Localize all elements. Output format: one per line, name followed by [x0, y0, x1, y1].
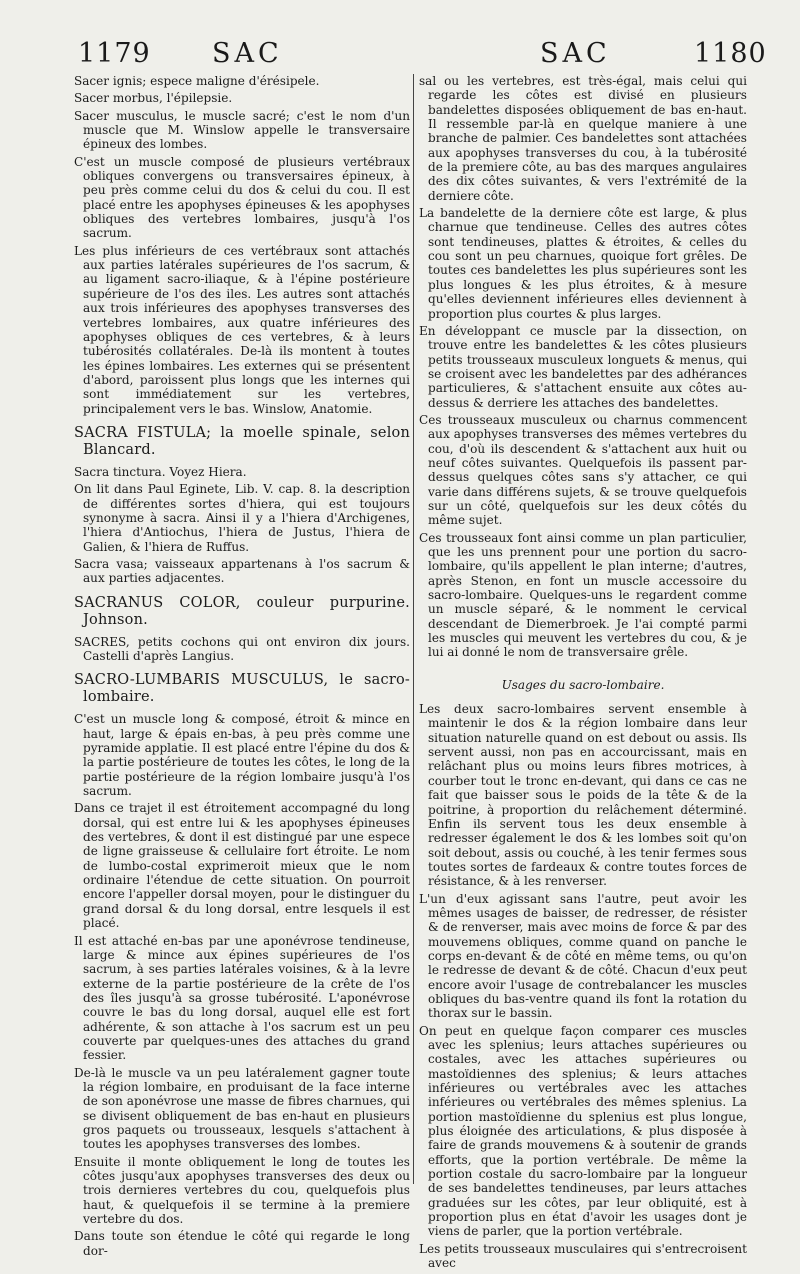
entry-sacres: SACRES, petits cochons qui ont environ dix jours. Castelli d'après Langius. [74, 634, 410, 663]
left-column [74, 74, 410, 1261]
running-header [0, 38, 800, 74]
paragraph: Il est attaché en-bas par une aponévrose tendineuse, large & mince aux épines supérieures de l'os sacrum, à ses parties latérales voisines, & à la levre externe de la partie postérieure de la crête de l'os des îles jusqu'à sa grosse tubérosité. L'aponévrose couvre le bas du long dorsal, auquel elle est fort adhérente, & son attache à l'os sacrum est un peu couverte par quelques-unes des attaches du grand fessier. [74, 933, 410, 1063]
paragraph: Dans ce trajet il est étroitement accompagné du long dorsal, qui est entre lui & les apophyses épineuses des vertebres, & dont il est distingué par une espece de ligne graisseuse & cellulaire fort étroite. Le nom de lumbo-costal exprimeroit mieux que le nom ordinaire l'étendue de cette situation. On pourroit encore l'appeller dorsal moyen, pour le distinguer du grand dorsal & du long dorsal, entre lesquels il est placé. [74, 801, 410, 931]
paragraph: De-là le muscle va un peu latéralement gagner toute la région lombaire, en produisant de la face interne de son aponévrose une masse de fibres charnues, qui se divisent obliquement de bas en-haut en plusieurs gros paquets ou trousseaux, lesquels s'attachent à toutes les apophyses transverses des lombes. [74, 1065, 410, 1152]
paragraph: Ces trousseaux font ainsi comme un plan particulier, que les uns prennent pour une portion du sacro-lombaire, qu'ils appellent le plan interne; d'autres, après Stenon, en font un muscle accessoire du sacro-lombaire. Quelques-uns le regardent comme un muscle séparé, & le nomment le cervical descendant de Diemerbroek. Je l'ai compté parmi les muscles qui meuvent les vertebres du cou, & je lui ai donné le nom de transversaire grêle. [419, 530, 747, 660]
right-page-number: 1180 [694, 38, 767, 69]
entry-sacer-morbus: Sacer morbus, l'épilepsie. [74, 91, 233, 106]
paragraph: C'est un muscle composé de plusieurs vertébraux obliques convergens ou transversaires épineux, à peu près comme celui du dos & celui du cou. Il est placé entre les apophyses épineuses & les apophyses obliques des vertebres lombaires, jusqu'à l'os sacrum. [74, 154, 410, 241]
paragraph: L'un d'eux agissant sans l'autre, peut avoir les mêmes usages de baisser, de redresser, de résister & de renverser, mais avec moins de force & par des mouvemens obliques, comme quand on panche le corps en-devant & de côté en même tems, ou qu'on le redresse de devant & de côté. Chacun d'eux peut encore avoir l'usage de contrebalancer les muscles obliques du bas-ventre quand ils font la rotation du thorax sur le bassin. [419, 891, 747, 1021]
entry-sacer-ignis: Sacer ignis; espece maligne d'érésipele. [74, 74, 320, 88]
entry-sacranus-color: SACRANUS COLOR, couleur purpurine. Johnson. [74, 594, 410, 628]
paragraph: Les plus inférieurs de ces vertébraux sont attachés aux parties latérales supérieures de l'os sacrum, & au ligament sacro-iliaque, & à l'épine postérieure supérieure de l'os des iles. Les autres sont attachés aux trois inférieures des apophyses transverses des vertebres lombaires, aux quatre inférieures des apophyses obliques de ces vertebres, & à leurs tubérosités collatérales. De-là ils montent à toutes les épines lombaires. Les externes qui se présentent d'abord, paroissent plus longs que les internes qui sont immédiatement sur les vertebres, principalement vers le bas. Winslow, Anatomie. [74, 243, 410, 416]
paragraph: On peut en quelque façon comparer ces muscles avec les splenius; leurs attaches supérieures ou costales, avec les attaches supérieures ou mastoïdiennes des splenius; & leurs attaches inférieures ou vertébrales avec les attaches inférieures ou vertébrales des mêmes splenius. La portion mastoïdienne du splenius est plus longue, plus éloignée des articulations, & plus disposée à faire de grands mouvemens & à soutenir de grands efforts, que la portion vertébrale. De même la portion costale du sacro-lombaire par la longueur de ses bandelettes tendineuses, par leurs attaches graduées sur les côtes, par leur obliquité, est à proportion plus en état d'avoir les usages dont je viens de parler, que la portion vertébrale. [419, 1023, 747, 1239]
paragraph: En développant ce muscle par la dissection, on trouve entre les bandelettes & les côtes plusieurs petits trousseaux musculeux longuets & menus, qui se croisent avec les bandelettes par des adhérances particulieres, & s'attachent ensuite aux côtes au-dessus & derriere les attaches des bandelettes. [419, 323, 747, 410]
paragraph: Ensuite il monte obliquement le long de toutes les côtes jusqu'aux apophyses transverses des deux ou trois dernieres vertebres du cou, quelquefois plus haut, & quelquefois il se termine à la premiere vertebre du dos. [74, 1154, 410, 1227]
entry-sacro-lumbaris: SACRO-LUMBARIS MUSCULUS, le sacro-lombaire. [74, 672, 410, 706]
entry-sacra-fistula: SACRA FISTULA; la moelle spinale, selon Blancard. [74, 424, 410, 458]
entry-sacra-vasa: Sacra vasa; vaisseaux appartenans à l'os sacrum & aux parties adjacentes. [74, 556, 410, 586]
paragraph: Les deux sacro-lombaires servent ensemble à maintenir le dos & la région lombaire dans leur situation naturelle quand on est debout ou assis. Ils servent aussi, non pas en accourcissant, mais en relâchant plus ou moins leurs fibres motrices, à courber tout le tronc en-devant, qui dans ce cas ne fait que baisser sous le poids de la tête & de la poitrine, à proportion du relâchement déterminé. Enfin ils servent tous les deux ensemble à redresser également le dos & les lombes soit qu'on soit debout, assis ou couché, à les tenir fermes sous toutes sortes de fardeaux & contre toutes forces de résistance, & à les renverser. [419, 702, 747, 889]
right-column [419, 74, 747, 1274]
entry-sacer-musculus: Sacer musculus, le muscle sacré; c'est le nom d'un muscle que M. Winslow appelle le transversaire épineux des lombes. [74, 108, 410, 152]
entry-sacra-tinctura: Sacra tinctura. Voyez Hiera. [74, 464, 247, 479]
column-divider [413, 74, 414, 1184]
paragraph: On lit dans Paul Eginete, Lib. V. cap. 8. la description de différentes sortes d'hiera, qui est toujours synonyme à sacra. Ainsi il y a l'hiera d'Archigenes, l'hiera d'Antiochus, l'hiera de Justus, l'hiera de Galien, & l'hiera de Ruffus. [74, 482, 410, 554]
paragraph: C'est un muscle long & composé, étroit & mince en haut, large & épais en-bas, à peu près comme une pyramide applatie. Il est placé entre l'épine du dos & la partie postérieure de toutes les côtes, le long de la partie postérieure de la région lombaire jusqu'à l'os sacrum. [74, 712, 410, 799]
left-running-head: SAC [212, 38, 283, 69]
right-running-head: SAC [540, 38, 611, 69]
section-heading-usages: Usages du sacro-lombaire. [501, 677, 665, 692]
paragraph: Ces trousseaux musculeux ou charnus commencent aux apophyses transverses des mêmes vertebres du cou, d'où ils descendent & s'attachent aux huit ou neuf côtes suivantes. Quelquefois ils passent par-dessus quelques côtes sans s'y attacher, ce qui varie dans différens sujets, & se trouve quelquefois sur un côté, quelquefois sur les deux côtés du même sujet. [419, 412, 747, 528]
paragraph: sal ou les vertebres, est très-égal, mais celui qui regarde les côtes est divisé en plusieurs bandelettes disposées obliquement de bas en-haut. Il ressemble par-là en quelque maniere à une branche de palmier. Ces bandelettes sont attachées aux apophyses transverses du cou, à la tubérosité de la premiere côte, au bas des marques angulaires des dix côtes suivantes, & vers l'extrémité de la derniere côte. [419, 74, 747, 203]
paragraph: La bandelette de la derniere côte est large, & plus charnue que tendineuse. Celles des autres côtes sont tendineuses, plattes & étroites, & celles du cou sont un peu charnues, quoique fort grêles. De toutes ces bandelettes les plus supérieures sont les plus longues & les plus étroites, & à mesure qu'elles deviennent inférieures elles deviennent à proportion plus courtes & plus larges. [419, 206, 747, 321]
paragraph: Les petits trousseaux musculaires qui s'entrecroisent avec [419, 1241, 747, 1271]
left-page-number: 1179 [78, 38, 151, 69]
paragraph: Dans toute son étendue le côté qui regarde le long dor- [74, 1229, 410, 1258]
